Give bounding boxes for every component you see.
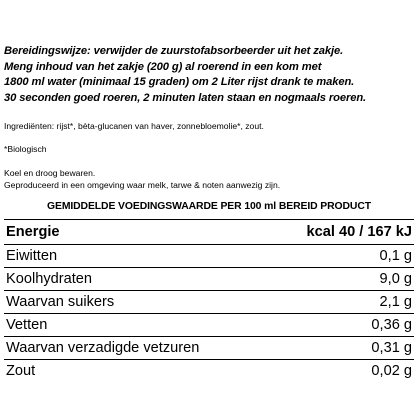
nutrition-header-row <box>4 220 414 245</box>
storage-text: Koel en droog bewaren. <box>4 168 96 178</box>
table-row <box>4 245 414 268</box>
nutrition-table <box>4 219 414 382</box>
ingredients-text: Ingrediënten: rijst*, bèta-glucanen van haver, zonnebloemolie*, zout. <box>4 121 264 131</box>
nutrition-table-title: GEMIDDELDE VOEDINGSWAARDE PER 100 ml BEREID PRODUCT <box>47 201 371 212</box>
preparation-instructions <box>4 44 414 106</box>
table-row <box>4 360 414 382</box>
nutrient-value: 0,1 g <box>379 248 412 264</box>
table-row <box>4 268 414 291</box>
nutrient-label: Waarvan suikers <box>6 294 115 310</box>
nutrient-value: 0,31 g <box>371 340 412 356</box>
instruction-line: 1800 ml water (minimaal 15 graden) om 2 Liter rijst drank te maken. <box>4 76 355 88</box>
nutrient-value: 0,36 g <box>371 317 412 333</box>
nutrient-label: Zout <box>6 363 36 379</box>
nutrient-value: 2,1 g <box>379 294 412 310</box>
nutrient-label: Waarvan verzadigde vetzuren <box>6 340 200 356</box>
instruction-line: Bereidingswijze: verwijder de zuurstofabsorbeerder uit het zakje. <box>4 45 344 57</box>
energy-label: Energie <box>6 224 60 240</box>
allergen-text: Geproduceerd in een omgeving waar melk, tarwe & noten aanwezig zijn. <box>4 180 281 190</box>
instruction-line: Meng inhoud van het zakje (200 g) al roerend in een kom met <box>4 60 322 73</box>
instruction-line: 30 seconden goed roeren, 2 minuten laten staan en nogmaals roeren. <box>4 91 367 104</box>
nutrient-label: Koolhydraten <box>6 271 93 287</box>
organic-note: *Biologisch <box>4 144 47 154</box>
nutrient-label: Vetten <box>6 317 48 333</box>
energy-value: kcal 40 / 167 kJ <box>306 224 412 240</box>
nutrient-value: 9,0 g <box>379 271 412 287</box>
table-row <box>4 314 414 337</box>
table-row <box>4 291 414 314</box>
nutrient-label: Eiwitten <box>6 248 58 264</box>
nutrient-value: 0,02 g <box>371 363 412 379</box>
table-row <box>4 337 414 360</box>
